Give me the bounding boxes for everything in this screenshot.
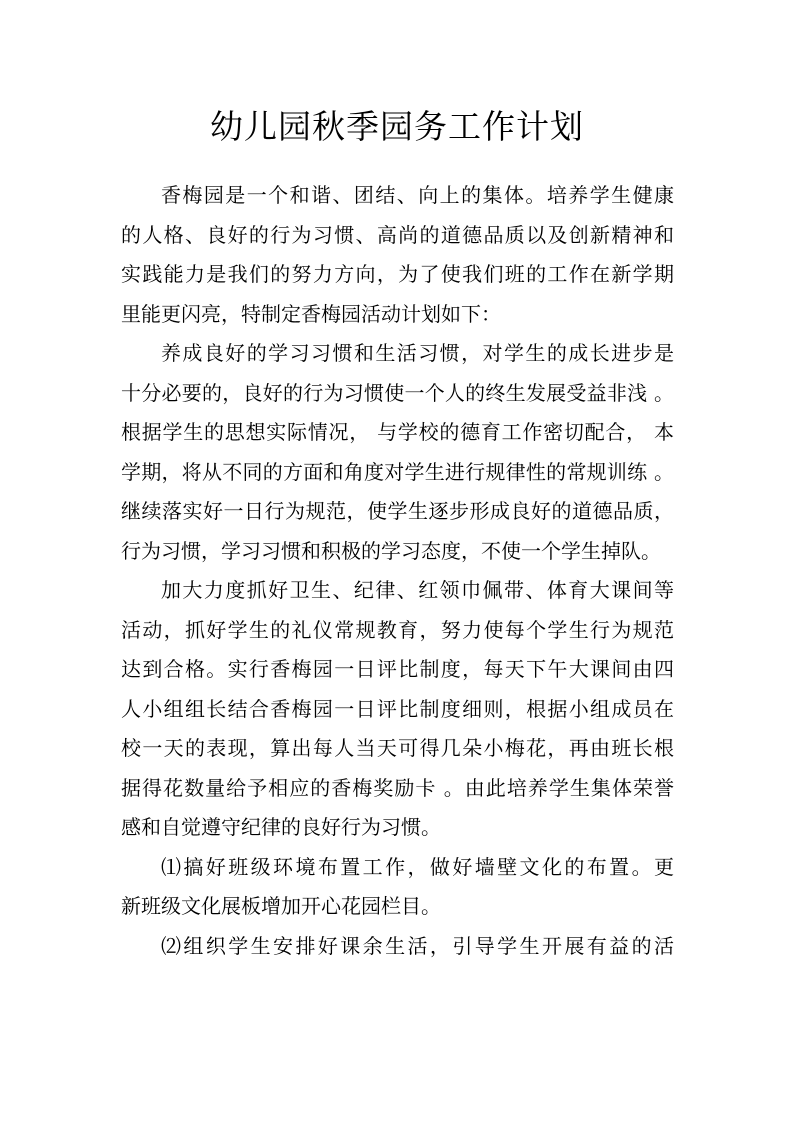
paragraph-intro <box>121 176 674 334</box>
text-line: 校一天的表现，算出每人当天可得几朵小梅花，再由班长根 <box>121 736 674 760</box>
text-line: 新班级文化展板增加开心花园栏目。 <box>121 894 441 918</box>
text-line: 继续落实好一日行为规范，使学生逐步形成良好的道德品质， <box>121 499 674 523</box>
document-body <box>121 176 674 966</box>
text-line: 实践能力是我们的努力方向，为了使我们班的工作在新学期 <box>121 262 674 286</box>
text-line: 加大力度抓好卫生、纪律、红领巾佩带、体育大课间等 <box>161 578 674 602</box>
text-line: 的人格、良好的行为习惯、高尚的道德品质以及创新精神和 <box>121 222 674 247</box>
text-line: 里能更闪亮，特制定香梅园活动计划如下： <box>121 301 501 326</box>
text-line: 人小组组长结合香梅园一日评比制度细则，根据小组成员在 <box>121 696 674 721</box>
text-line: 达到合格。实行香梅园一日评比制度，每天下午大课间由四 <box>121 657 674 681</box>
text-line: 根据学生的思想实际情况， 与学校的德育工作密切配合， 本 <box>121 420 674 444</box>
text-line: 行为习惯，学习习惯和积极的学习态度，不使一个学生掉队。 <box>121 538 661 563</box>
text-line: 十分必要的，良好的行为习惯使一个人的终生发展受益非浅 。 <box>121 380 674 405</box>
text-line: 养成良好的学习习惯和生活习惯，对学生的成长进步是 <box>161 341 674 365</box>
text-line: ⑴搞好班级环境布置工作，做好墙壁文化的布置。更 <box>161 854 674 879</box>
paragraph-item-2 <box>121 927 674 967</box>
text-line: ⑵组织学生安排好课余生活，引导学生开展有益的活 <box>161 933 674 958</box>
paragraph-item-1 <box>121 848 674 927</box>
paragraph-habits <box>121 334 674 571</box>
text-line: 香梅园是一个和谐、团结、向上的集体。培养学生健康 <box>161 183 674 207</box>
paragraph-discipline <box>121 571 674 848</box>
text-line: 感和自觉遵守纪律的良好行为习惯。 <box>121 815 441 839</box>
text-line: 据得花数量给予相应的香梅奖励卡 。由此培养学生集体荣誉 <box>121 775 674 800</box>
text-line: 活动，抓好学生的礼仪常规教育，努力使每个学生行为规范 <box>121 617 674 642</box>
text-line: 学期，将从不同的方面和角度对学生进行规律性的常规训练 。 <box>121 459 674 484</box>
document-title: 幼儿园秋季园务工作计划 <box>210 107 584 146</box>
